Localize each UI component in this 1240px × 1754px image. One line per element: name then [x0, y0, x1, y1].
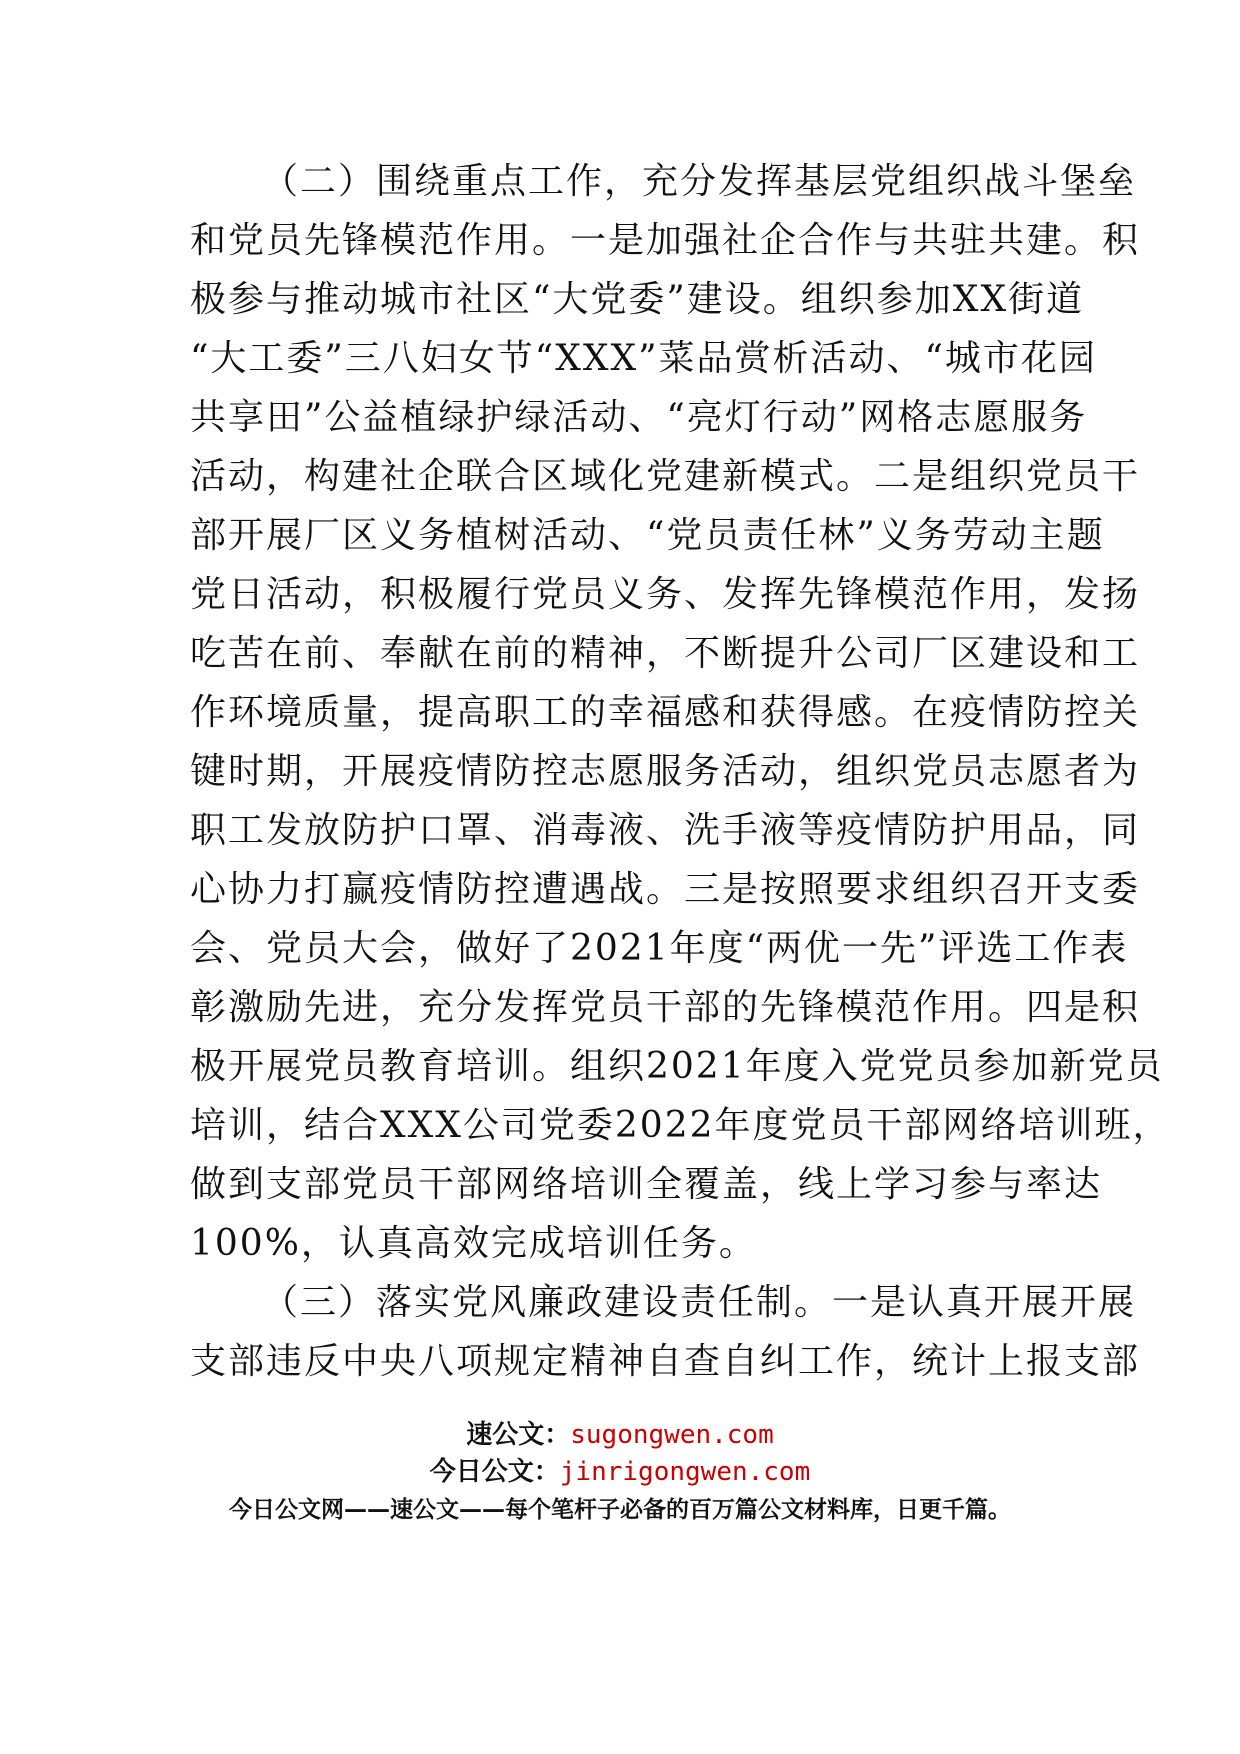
footer-site-sugongwen [0, 1418, 1240, 1452]
paragraph-2-line-13: 心协力打赢疫情防控遭遇战。三是按照要求组织召开支委 [190, 869, 1141, 910]
paragraph-2-line-11: 键时期，开展疫情防控志愿服务活动，组织党员志愿者为 [190, 751, 1141, 792]
footer-tagline: 今日公文网——速公文——每个笔杆子必备的百万篇公文材料库，日更千篇。 [229, 1497, 1011, 1523]
footer-site2-label: 今日公文： [429, 1457, 560, 1487]
paragraph-2-line-3: 极参与推动城市社区“大党委”建设。组织参加XX街道 [190, 279, 1085, 320]
footer-site1-label: 速公文： [466, 1420, 571, 1450]
paragraph-2-line-8: 党日活动，积极履行党员义务、发挥先锋模范作用，发扬 [190, 574, 1141, 615]
paragraph-2-line-18: 做到支部党员干部网络培训全覆盖，线上学习参与率达 [190, 1164, 1103, 1205]
paragraph-2-line-15: 彰激励先进，充分发挥党员干部的先锋模范作用。四是积 [190, 987, 1141, 1028]
paragraph-2-line-6: 活动，构建社企联合区域化党建新模式。二是组织党员干 [190, 456, 1141, 497]
paragraph-2-line-17: 培训，结合XXX公司党委2022年度党员干部网络培训班， [190, 1105, 1171, 1146]
paragraph-2-line-1: （二）围绕重点工作，充分发挥基层党组织战斗堡垒 [262, 161, 1137, 202]
footer-site1-link[interactable]: sugongwen.com [570, 1420, 774, 1450]
paragraph-2-line-7: 部开展厂区义务植树活动、“党员责任林”义务劳动主题 [190, 515, 1105, 556]
paragraph-2-line-5: 共享田”公益植绿护绿活动、“亮灯行动”网格志愿服务 [190, 397, 1088, 438]
paragraph-2-line-14: 会、党员大会，做好了2021年度“两优一先”评选工作表 [190, 928, 1129, 969]
footer-site-jinrigongwen [0, 1455, 1240, 1489]
footer-site2-link[interactable]: jinrigongwen.com [559, 1457, 811, 1487]
paragraph-3-line-1: （三）落实党风廉政建设责任制。一是认真开展开展 [262, 1282, 1137, 1323]
paragraph-2-line-12: 职工发放防护口罩、消毒液、洗手液等疫情防护用品，同 [190, 810, 1141, 851]
paragraph-2-line-19: 100%，认真高效完成培训任务。 [190, 1223, 757, 1264]
paragraph-2-line-2: 和党员先锋模范作用。一是加强社企合作与共驻共建。积 [190, 220, 1141, 261]
paragraph-3-line-2: 支部违反中央八项规定精神自查自纠工作，统计上报支部 [190, 1341, 1141, 1382]
paragraph-2-line-10: 作环境质量，提高职工的幸福感和获得感。在疫情防控关 [190, 692, 1141, 733]
paragraph-2-line-4: “大工委”三八妇女节“XXX”菜品赏析活动、“城市花园 [190, 338, 1097, 379]
paragraph-2-line-16: 极开展党员教育培训。组织2021年度入党党员参加新党员 [190, 1046, 1164, 1087]
paragraph-2-line-9: 吃苦在前、奉献在前的精神，不断提升公司厂区建设和工 [190, 633, 1141, 674]
